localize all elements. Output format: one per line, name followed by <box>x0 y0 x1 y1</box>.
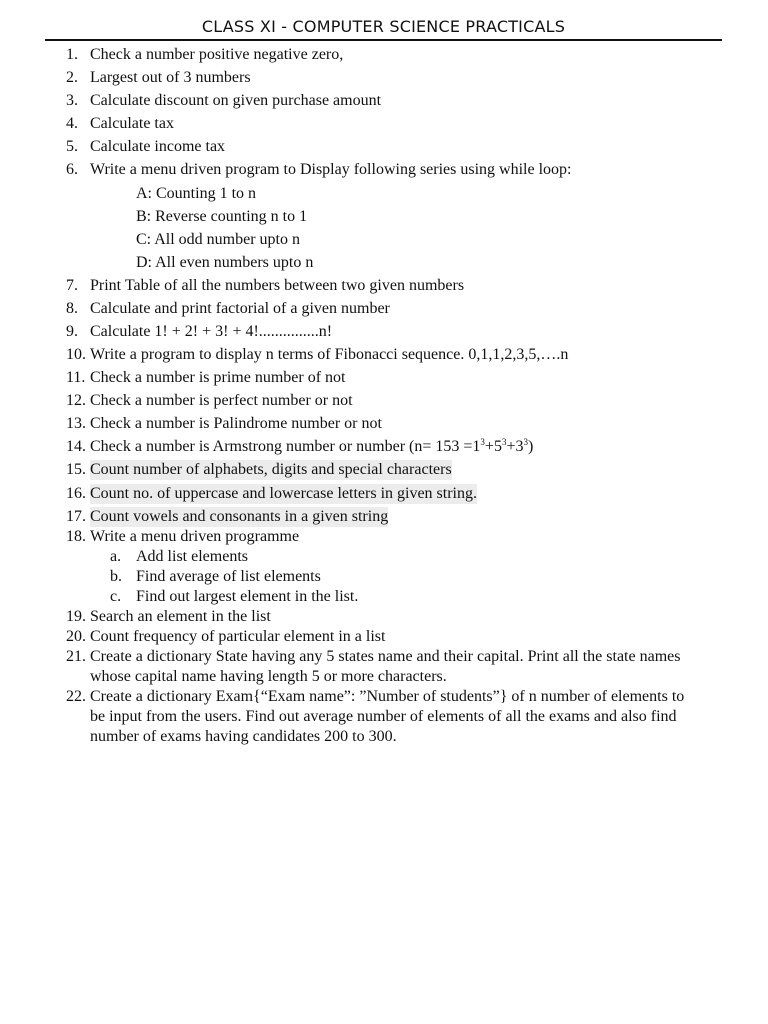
item-text: Calculate income tax <box>90 138 226 155</box>
item-text: Write a program to display n terms of Fibonacci sequence. 0,1,1,2,3,5,….n <box>90 346 569 363</box>
item-text: be input from the users. Find out average number of elements of all the exams and also find <box>90 708 677 725</box>
item-text-armstrong <box>90 437 533 457</box>
item-text: Create a dictionary Exam{“Exam name”: ”Number of students”} of n number of elements to <box>90 688 685 705</box>
item-text-part: +3 <box>506 438 524 455</box>
item-number: 7. <box>66 277 78 294</box>
item-text: Calculate tax <box>90 115 174 132</box>
item-text: Count vowels and consonants in a given string <box>90 508 389 525</box>
superscript-cube: 3 <box>480 437 485 447</box>
item-number: 3. <box>66 92 78 109</box>
item-text: Calculate 1! + 2! + 3! + 4!...............n! <box>90 323 333 340</box>
item-number: 5. <box>66 138 78 155</box>
item-text: Count number of alphabets, digits and special characters <box>90 461 452 478</box>
item-number: 13. <box>66 415 86 432</box>
item-number: 20. <box>66 628 86 645</box>
item-text: Calculate discount on given purchase amount <box>90 92 382 109</box>
item-number: 9. <box>66 323 78 340</box>
item-number: 8. <box>66 300 78 317</box>
item-number: 18. <box>66 528 86 545</box>
item-number: 12. <box>66 392 86 409</box>
item-text: Create a dictionary State having any 5 states name and their capital. Print all the state names <box>90 648 681 665</box>
item-text: Write a menu driven programme <box>90 528 300 545</box>
item-text: number of exams having candidates 200 to 300. <box>90 728 397 745</box>
superscript-cube: 3 <box>501 437 507 447</box>
sub-item-text: C: All odd number upto n <box>136 231 300 248</box>
item-number: 10. <box>66 346 86 363</box>
item-text: Count frequency of particular element in a list <box>90 628 386 645</box>
title-underline <box>45 39 722 41</box>
item-text: Check a number is Palindrome number or not <box>90 415 382 432</box>
superscript-cube: 3 <box>523 437 528 447</box>
sub-item-text: A: Counting 1 to n <box>136 185 257 202</box>
item-text: Print Table of all the numbers between two given numbers <box>90 277 465 294</box>
sub-item-text: Find out largest element in the list. <box>136 588 359 605</box>
page-title: CLASS XI - COMPUTER SCIENCE PRACTICALS <box>201 17 566 36</box>
item-number: 17. <box>66 508 86 525</box>
item-text: whose capital name having length 5 or more characters. <box>90 668 447 685</box>
item-number: 22. <box>66 688 86 705</box>
item-number: 21. <box>66 648 86 665</box>
sub-item-text: Add list elements <box>136 548 248 565</box>
item-text: Calculate and print factorial of a given number <box>90 300 390 317</box>
item-number: 6. <box>66 161 78 178</box>
item-number: 16. <box>66 485 86 502</box>
item-number: 11. <box>66 369 86 386</box>
item-number: 15. <box>66 461 86 478</box>
item-number: 19. <box>66 608 86 625</box>
item-text: Check a number positive negative zero, <box>90 46 344 63</box>
item-text: Search an element in the list <box>90 608 271 625</box>
item-number: 2. <box>66 69 78 86</box>
sub-item-letter: a. <box>110 548 122 565</box>
sub-item-letter: c. <box>110 588 122 605</box>
item-number: 1. <box>66 46 78 63</box>
item-text: Count no. of uppercase and lowercase letters in given string. <box>90 485 477 502</box>
sub-item-text: D: All even numbers upto n <box>136 254 314 271</box>
item-text-part: ) <box>527 438 534 455</box>
sub-item-text: B: Reverse counting n to 1 <box>136 208 308 225</box>
sub-item-letter: b. <box>110 568 122 585</box>
sub-item-text: Find average of list elements <box>136 568 321 585</box>
item-number: 14. <box>66 438 86 455</box>
item-number: 4. <box>66 115 78 132</box>
item-text: Largest out of 3 numbers <box>90 69 251 86</box>
item-text: Check a number is prime number of not <box>90 369 346 386</box>
item-text-part: +5 <box>484 438 502 455</box>
item-text: Check a number is perfect number or not <box>90 392 353 409</box>
item-text: Write a menu driven program to Display following series using while loop: <box>90 161 572 178</box>
item-text: Check a number is Armstrong number or number (n= 153 =1 <box>90 438 481 455</box>
